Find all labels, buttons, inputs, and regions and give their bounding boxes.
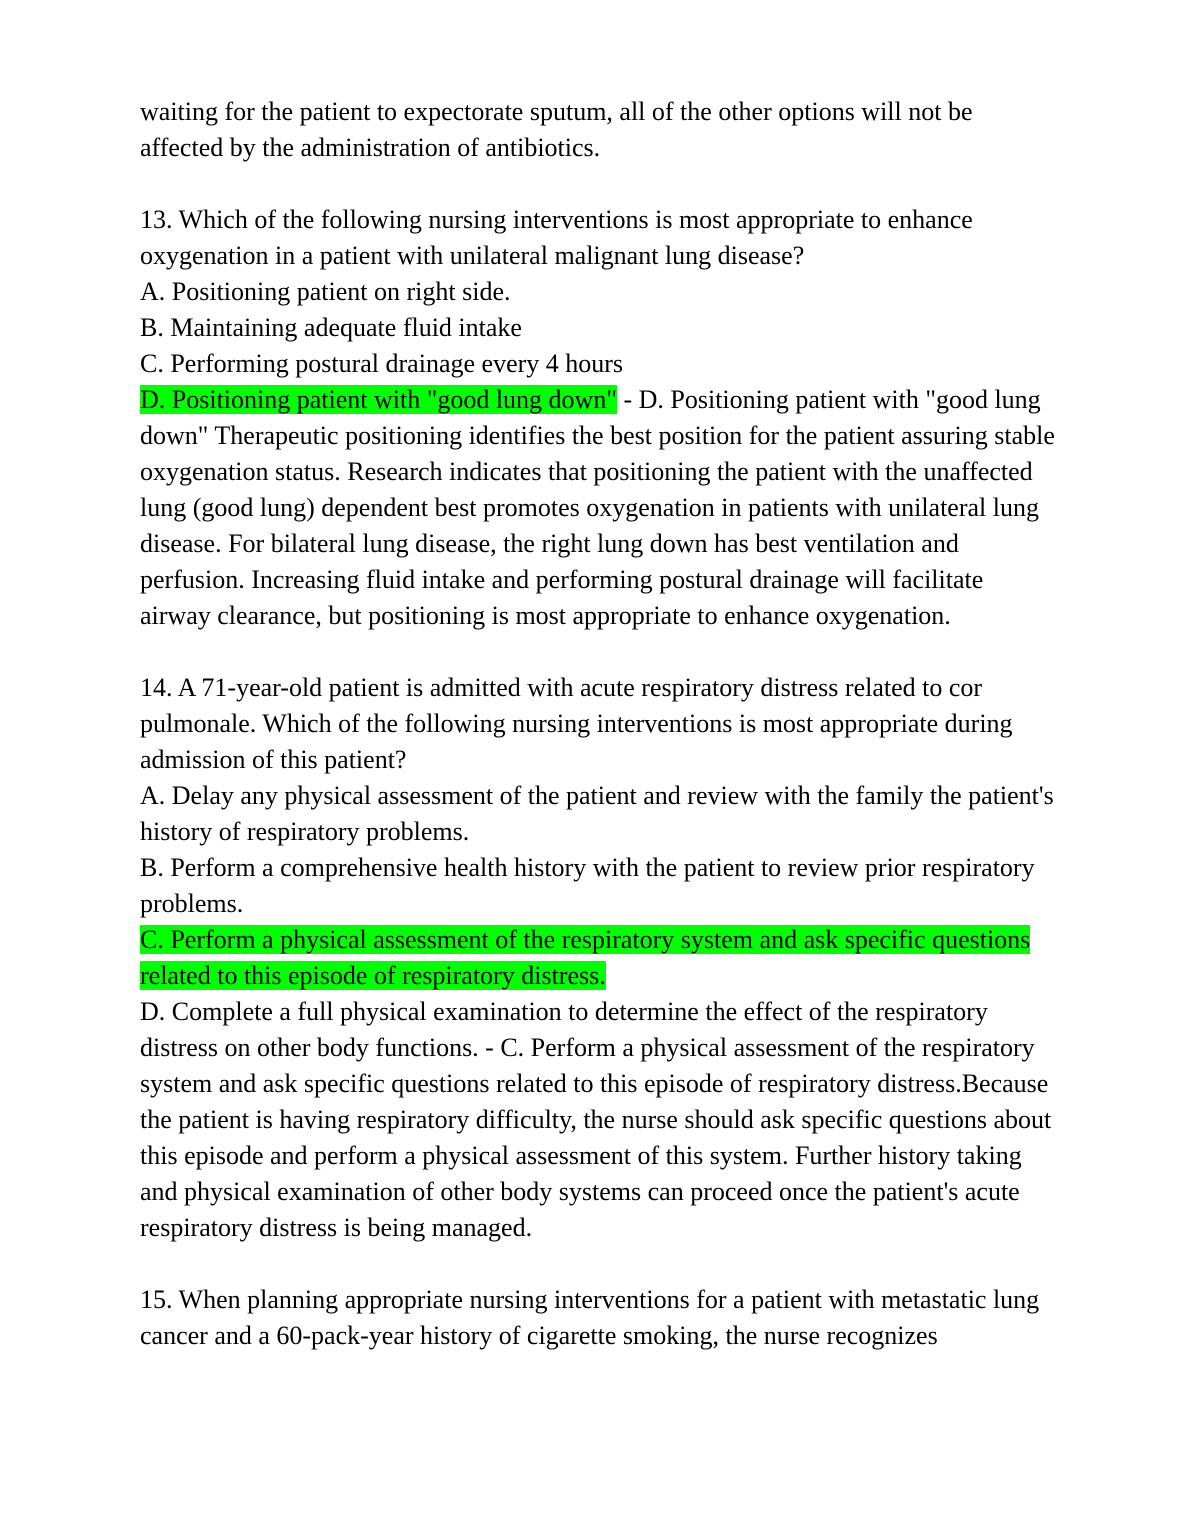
paragraph-gap <box>140 1246 1060 1282</box>
question-14-option-a: A. Delay any physical assessment of the patient and review with the family the patient's history of respiratory problems. <box>140 781 1054 846</box>
question-13-option-b: B. Maintaining adequate fluid intake <box>140 313 522 342</box>
previous-rationale-continuation: waiting for the patient to expectorate sputum, all of the other options will not be affected by the administration of antibiotics. <box>140 97 973 162</box>
question-14-option-d-and-rationale: D. Complete a full physical examination to determine the effect of the respiratory distress on other body functions. - C. Perform a physical assessment of the respiratory system and ask specific questions related to this episode of respiratory distress.Because the patient is having respiratory difficulty, the nurse should ask specific questions about this episode and perform a physical assessment of this system. Further history taking and physical examination of other body systems can proceed once the patient's acute respiratory distress is being managed. <box>140 997 1052 1242</box>
paragraph-gap <box>140 634 1060 670</box>
question-15-stem: 15. When planning appropriate nursing interventions for a patient with metastatic lung cancer and a 60-pack-year history of cigarette smoking, the nurse recognizes <box>140 1285 1040 1350</box>
document-page <box>140 94 1060 1354</box>
question-14-option-c-answer <box>140 922 1060 994</box>
question-13-correct-answer-highlight: D. Positioning patient with "good lung down" <box>140 385 617 414</box>
question-13-option-a: A. Positioning patient on right side. <box>140 277 511 306</box>
question-13-option-c: C. Performing postural drainage every 4 hours <box>140 349 624 378</box>
paragraph-gap <box>140 166 1060 202</box>
question-13 <box>140 202 1060 634</box>
question-13-answer-paragraph <box>140 382 1060 634</box>
question-14-correct-answer-highlight: C. Perform a physical assessment of the respiratory system and ask specific questions related to this episode of respiratory distress. <box>140 925 1031 990</box>
question-14-option-b: B. Perform a comprehensive health history with the patient to review prior respiratory problems. <box>140 853 1035 918</box>
question-13-stem: 13. Which of the following nursing interventions is most appropriate to enhance oxygenation in a patient with unilateral malignant lung disease? <box>140 205 973 270</box>
question-14 <box>140 670 1060 1246</box>
question-13-rationale: - D. Positioning patient with "good lung down" Therapeutic positioning identifies the best position for the patient assuring stable oxygenation status. Research indicates that positioning the patient with the unaffected lung (good lung) dependent best promotes oxygenation in patients with unilateral lung disease. For bilateral lung disease, the right lung down has best ventilation and perfusion. Increasing fluid intake and performing postural drainage will facilitate airway clearance, but positioning is most appropriate to enhance oxygenation. <box>140 385 1055 630</box>
question-15 <box>140 1282 1060 1354</box>
question-14-stem: 14. A 71-year-old patient is admitted with acute respiratory distress related to cor pulmonale. Which of the following nursing interventions is most appropriate during admission of this patient? <box>140 673 1013 774</box>
